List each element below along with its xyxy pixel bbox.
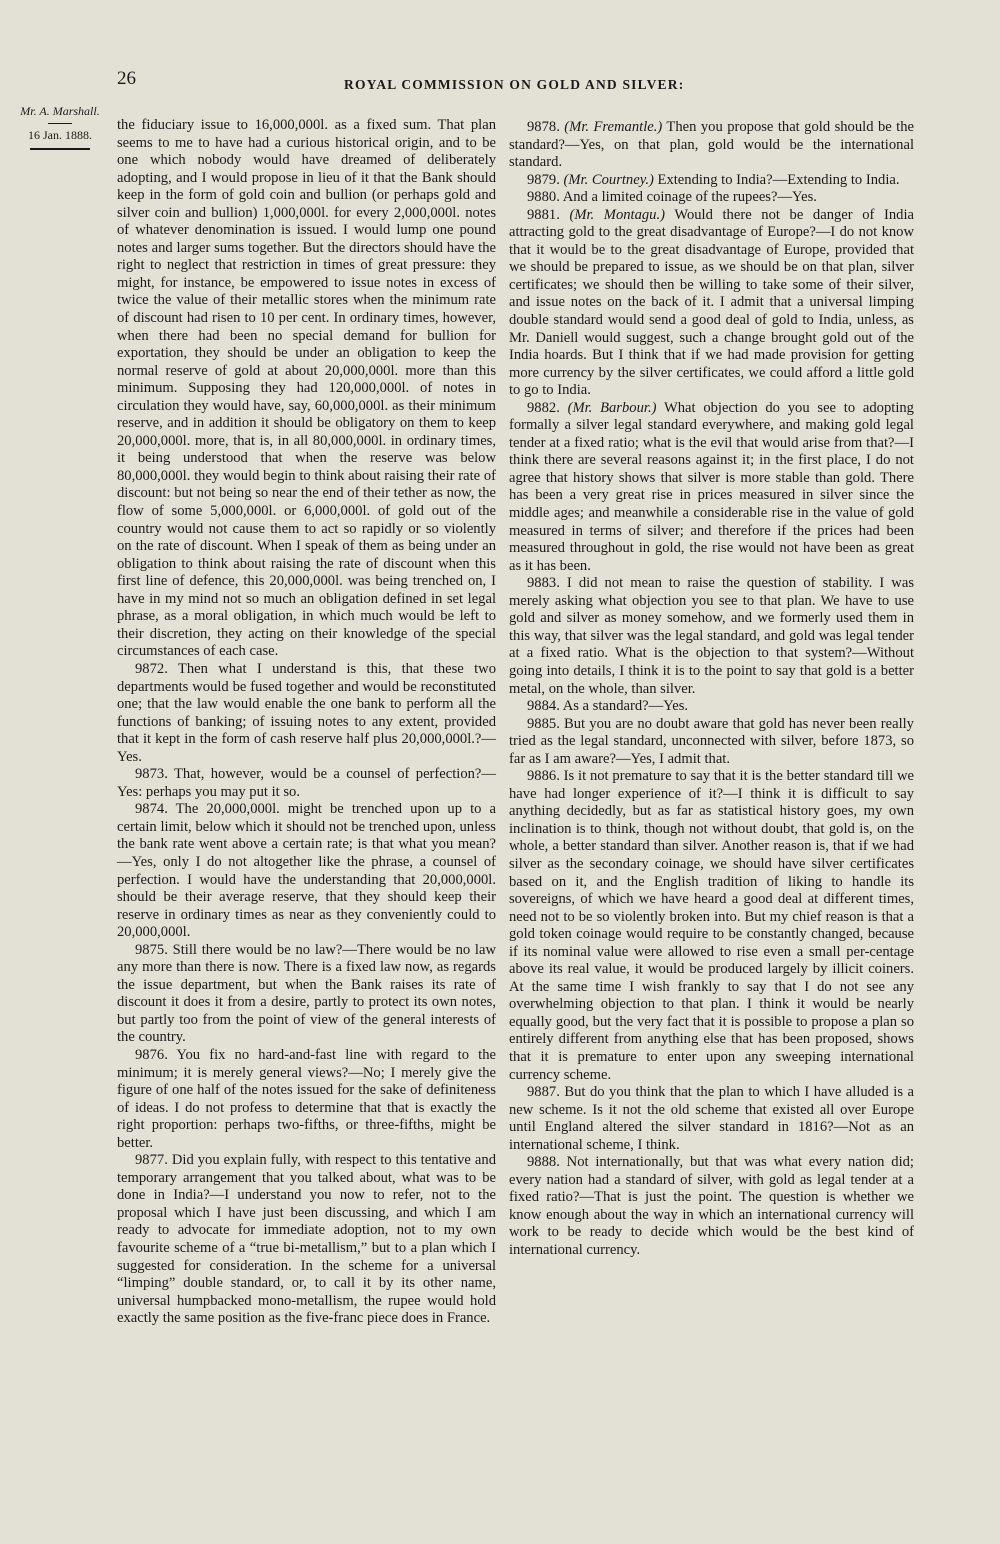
speaker: (Mr. Barbour.) xyxy=(567,399,657,416)
page-number: 26 xyxy=(117,68,136,89)
question-text: Is it not premature to say that it is the better standard till we have had longer experience of it?—I think it is difficult to say anything decidedly, but as far as statistical history goes, my own inclination is to think, though not without doubt, that gold is, on the whole, a better standard than silver. Another reason is, that if we had silver as the secondary coinage, we should have silver certificates based on it, and the English tradition of liking to handle its sovereigns, of which we have heard a good deal at different times, need not to be so violently broken into. But my chief reason is that a gold token coinage would require to be constantly changed, because if its nominal value were allowed to rise even a small per-centage above its real value, it would be produced largely by illicit coiners. At the same time I wish frankly to say that I do not see any overwhelming objection to that plan. I think it would be nearly equally good, but the very fact that it is possible to propose a plan so entirely different from anything else that has been proposed, shows that it is premature to enter upon any sweeping international currency scheme. xyxy=(509,768,914,1083)
question-number: 9884. xyxy=(527,698,560,715)
question-number: 9887. xyxy=(527,1084,560,1101)
question-paragraph xyxy=(509,575,914,698)
question-paragraph xyxy=(509,119,914,172)
question-text: Then you propose that gold should be the standard?—Yes, on that plan, gold would be the international standard. xyxy=(509,119,914,171)
paragraph: the fiduciary issue to 16,000,000l. as a fixed sum. That plan seems to me to have had a curious historical origin, and to be one which nobody would have dreamed of deliberately adopting, and I would propose in lieu of it that the Bank should keep in the form of gold coin and bullion (or perhaps gold and silver coin and bullion) 1,000,000l. for every 2,000,000l. notes of whatever denomination is issued. I would lump one pound notes and larger sums together. But the directors should have the right to neglect that restriction in times of great pressure: they might, for instance, be empowered to issue notes in excess of twice the value of their metallic stores when the minimum rate of discount had risen to 10 per cent. In ordinary times, however, when there had been no special demand for bullion for exportation, they should be under an obligation to keep the normal reserve of gold at about 20,000,000l. more than this minimum. Supposing they had 120,000,000l. of notes in circulation they would have, say, 60,000,000l. as their minimum reserve, and in addition it should be obligatory on them to keep 20,000,000l. more, that is, in all 80,000,000l. in ordinary times, it being understood that when the reserve was below 80,000,000l. they would begin to think about raising their rate of discount: but not being so near the end of their tether as now, the flow of some 5,000,000l. or 6,000,000l. of gold out of the country would not cause them to act so rapidly or so violently on the rate of discount. When I speak of them as being under an obligation to think about raising the rate of discount when this first line of defence, this 20,000,000l. was being trenched on, I have in my mind not so much an obligation defined in set legal phrase, as a moral obligation, in which much would be left to their discretion, they acting on their knowledge of the special circumstances of each case. xyxy=(117,117,496,660)
paragraph: 9875. Still there would be no law?—There would be no law any more than there is now. There is a fixed law now, as regards the issue department, but when the Bank raises its rate of discount it does it from a desire, partly to protect its own notes, but partly too from the point of view of the general interests of the country. xyxy=(117,941,496,1046)
paragraph: 9873. That, however, would be a counsel of perfection?—Yes: perhaps you may put it so. xyxy=(117,766,496,800)
question-number: 9879. xyxy=(527,171,560,188)
question-number: 9881. xyxy=(527,206,560,223)
question-text: And a limited coinage of the rupees?—Yes. xyxy=(562,189,817,206)
question-number: 9885. xyxy=(527,715,560,732)
question-text: But you are no doubt aware that gold has never been really tried as the legal standard, unconnected with silver, before 1873, so far as I am aware?—Yes, I admit that. xyxy=(509,715,914,767)
question-text: Extending to India?—Extending to India. xyxy=(653,171,900,188)
question-number: 9883. xyxy=(527,575,560,592)
running-title: ROYAL COMMISSION ON GOLD AND SILVER: xyxy=(344,77,685,92)
question-number: 9880. xyxy=(527,189,560,206)
question-paragraph xyxy=(509,698,914,716)
margin-note-witness: Mr. A. Marshall. xyxy=(20,104,100,118)
question-number: 9882. xyxy=(527,399,560,416)
question-text: I did not mean to raise the question of stability. I was merely asking what objection you see to that plan. We have to use gold and silver as money somehow, and we formerly used them in this way, that silver was the legal standard, and gold was legal tender at a fixed ratio. What is the objection to that system?—Without going into details, I think it is to the point to say that gold is a better metal, on the whole, than silver. xyxy=(509,575,915,697)
speaker: (Mr. Montagu.) xyxy=(569,206,665,223)
question-number: 9878. xyxy=(527,119,560,135)
question-text: But do you think that the plan to which I have alluded is a new scheme. Is it not the old scheme that existed all over Europe until England altered the silver standard in 1816?—Not as an international scheme, I think. xyxy=(509,1084,914,1153)
question-paragraph xyxy=(509,716,914,769)
speaker: (Mr. Courtney.) xyxy=(563,171,654,188)
margin-note-rule-bottom xyxy=(30,148,90,150)
question-text: As a standard?—Yes. xyxy=(562,698,689,715)
question-paragraph xyxy=(509,189,914,207)
question-paragraph xyxy=(509,400,914,575)
paragraph: 9876. You fix no hard-and-fast line with regard to the minimum; it is merely general views?—No; I merely give the figure of one half of the notes issued for the sake of definiteness of ideas. I do not profess to determine that that is exactly the right proportion: perhaps two-fifths, or three-fifths, might be better. xyxy=(117,1046,496,1151)
question-text: What objection do you see to adopting formally a silver legal standard everywhere, and making gold legal tender at a fixed ratio; what is the evil that would arise from that?—I think there are several reasons against it; in the first place, I do not agree that history shows that silver is more stable than gold. There has been a very great rise in prices measured in silver since the middle ages; and meanwhile a considerable rise in the value of gold measured in terms of silver; and therefore if the prices had been measured throughout in gold, the rise would not have been as great as it has been. xyxy=(509,399,914,574)
left-column xyxy=(117,117,496,1328)
margin-note xyxy=(16,104,104,150)
paragraph: 9872. Then what I understand is this, that these two departments would be fused together and would be reconstituted one; that the law would enable the one bank to perform all the functions of banking; of issuing notes to any extent, provided that it kept in the form of cash reserve half plus 20,000,000l.?—Yes. xyxy=(117,660,496,765)
question-paragraph xyxy=(509,1154,914,1259)
question-paragraph xyxy=(509,172,914,190)
question-paragraph xyxy=(509,768,914,1084)
question-paragraph xyxy=(509,207,914,400)
question-number: 9886. xyxy=(527,768,560,785)
right-column xyxy=(509,119,914,1260)
paragraph: 9874. The 20,000,000l. might be trenched upon up to a certain limit, below which it should not be trenched upon, unless the bank rate went above a certain rate; is that what you mean?—Yes, only I do not altogether like the phrase, a counsel of perfection. I would have the understanding that 20,000,000l. should be their average reserve, that they should keep their reserve in ordinary times as near as they conveniently could to 20,000,000l. xyxy=(117,801,496,941)
margin-note-date: 16 Jan. 1888. xyxy=(28,128,92,142)
question-text: Would there not be danger of India attracting gold to the great disadvantage of Europe?—I do not know that it would be to the great disadvantage of Europe, provided that we should be prepared to issue, as we should be on that plan, silver certificates; we should then be willing to take some of their silver, and issue notes on the back of it. I admit that a universal limping double standard would send a good deal of gold to India, unless, as Mr. Daniell would suggest, such a change brought gold out of the India hoards. But I think that if we had made provision for getting more currency by the silver certificates, we could afford a little gold to go to India. xyxy=(509,206,914,399)
question-text: Not internationally, but that was what every nation did; every nation had a standard of silver, with gold as legal tender at a fixed ratio?—That is just the point. The question is whether we know enough about the way in which an international currency will work to be ready to decide which would be the best kind of international currency. xyxy=(509,1154,914,1258)
question-number: 9888. xyxy=(527,1154,560,1171)
question-paragraph xyxy=(509,1084,914,1154)
speaker: (Mr. Fremantle.) xyxy=(564,119,663,135)
margin-note-rule xyxy=(48,123,72,124)
paragraph: 9877. Did you explain fully, with respect to this tentative and temporary arrangement that you talked about, what was to be done in India?—I understand you now to refer, not to the proposal which I have just been discussing, and which I am ready to advocate for immediate adoption, not to my own favourite scheme of a “true bi-metallism,” but to a plan which I suggested for consideration. In the scheme for a universal “limping” double standard, or, to call it by its other name, universal humpbacked mono-metallism, the rupee would hold exactly the same position as the five-franc piece does in France. xyxy=(117,1152,496,1327)
